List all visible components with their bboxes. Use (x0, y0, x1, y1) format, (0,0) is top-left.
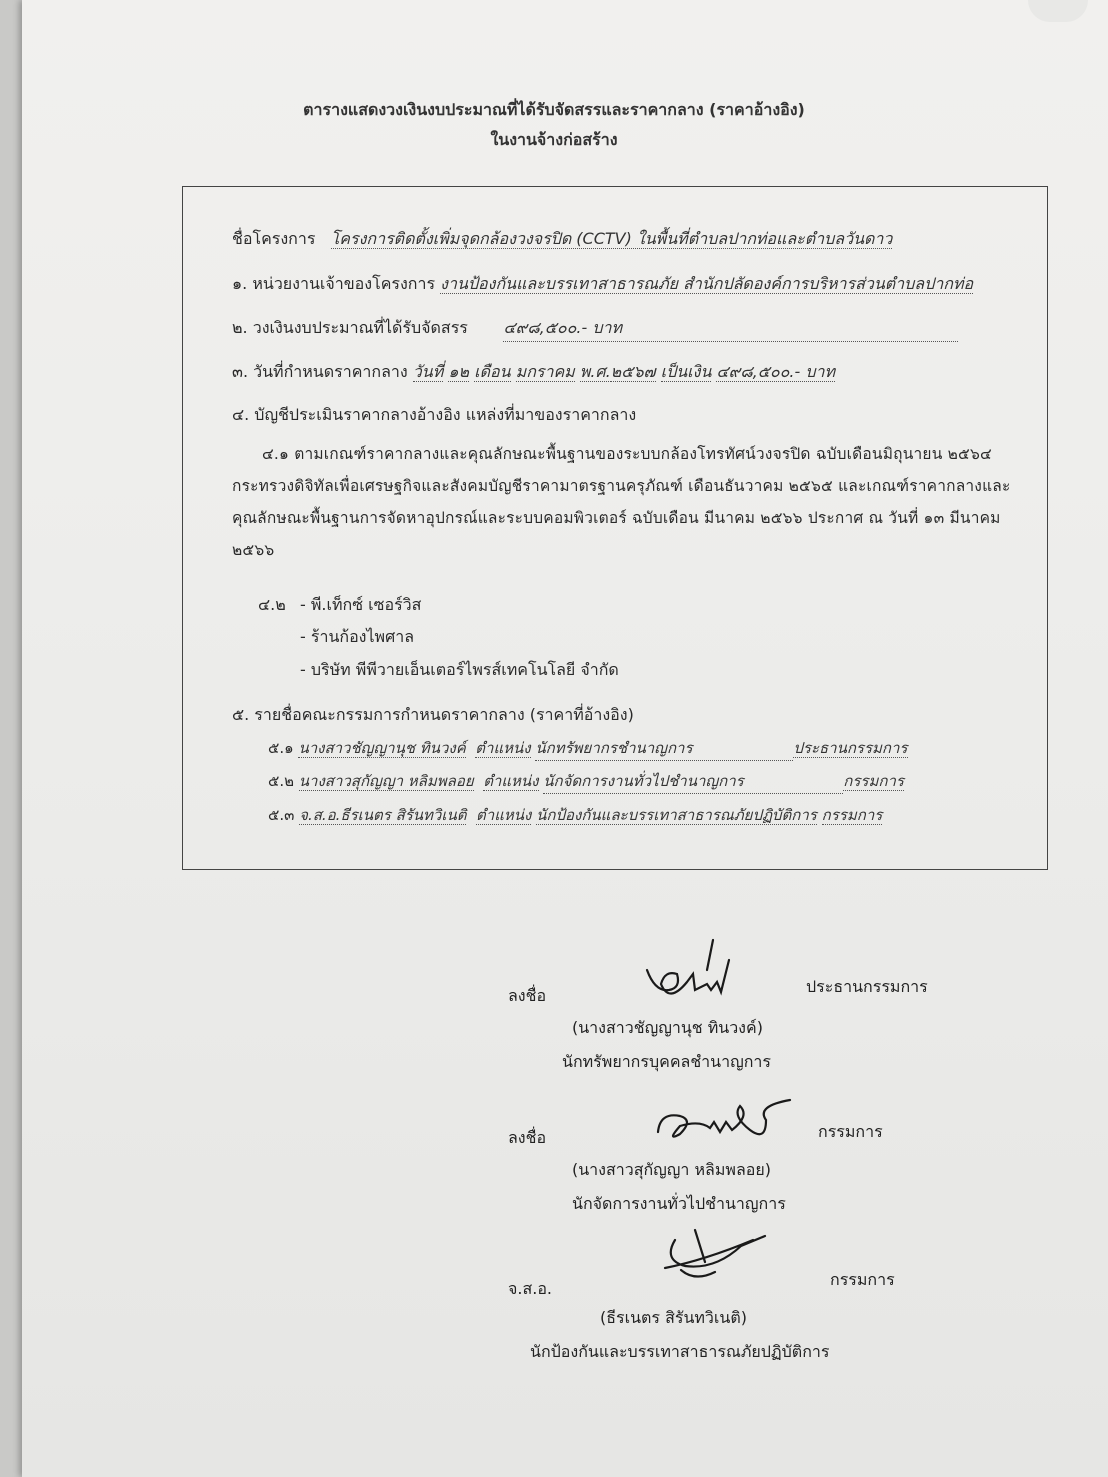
member-name: นางสาวสุกัญญา หลิมพลอย (298, 772, 474, 790)
signer-name: (ธีรเนตร สิรันทวิเนติ) (600, 1308, 747, 1327)
committee-member (268, 736, 908, 761)
amount-value: ๔๙๘,๕๐๐.- บาท (716, 362, 836, 381)
member-no: ๕.๒ (268, 772, 295, 790)
signer-name: (นางสาวชัญญานุช ทินวงค์) (572, 1018, 763, 1037)
year-value: ๒๕๖๗ (610, 362, 656, 381)
day-label: วันที่ (412, 362, 444, 381)
member-role: กรรมการ (843, 772, 904, 790)
signer-name: (นางสาวสุกัญญา หลิมพลอย) (572, 1160, 771, 1179)
member-no: ๕.๑ (268, 739, 294, 757)
member-name: นางสาวชัญญานุช ทินวงค์ (298, 739, 466, 757)
signer-position: นักทรัพยากรบุคคลชำนาญการ (562, 1052, 771, 1071)
year-label: พ.ศ. (579, 362, 611, 381)
member-position: นักจัดการงานทั่วไปชำนาญการ (543, 769, 843, 794)
budget-label: ๒. วงเงินงบประมาณที่ได้รับจัดสรร (232, 318, 468, 337)
signature-1-graphic (625, 930, 775, 1010)
owner-label: ๑. หน่วยงานเจ้าของโครงการ (232, 274, 436, 293)
month-label: เดือน (474, 362, 511, 381)
sign-role: กรรมการ (830, 1270, 895, 1289)
project-label: ชื่อโครงการ (232, 229, 316, 248)
document-subtitle: ในงานจ้างก่อสร้าง (490, 130, 618, 149)
project-value: โครงการติดตั้งเพิ่มจุดกล้องวงจรปิด (CCTV) ในพื้นที่ตำบลปากท่อและตำบลวันดาว (330, 229, 893, 248)
member-role: ประธานกรรมการ (793, 739, 908, 757)
day-value: ๑๒ (448, 362, 470, 381)
date-label: ๓. วันที่กำหนดราคากลาง (232, 362, 408, 381)
sign-role: กรรมการ (818, 1122, 883, 1141)
signer-position: นักป้องกันและบรรเทาสาธารณภัยปฏิบัติการ (530, 1342, 830, 1361)
amount-label: เป็นเงิน (660, 362, 712, 381)
paper-corner (1028, 0, 1088, 22)
member-pos-label: ตำแหน่ง (483, 772, 539, 790)
vendor-item: - พี.เท็กซ์ เซอร์วิส (300, 595, 422, 614)
owner-row (232, 272, 973, 297)
member-pos-label: ตำแหน่ง (476, 806, 532, 824)
member-position: นักทรัพยากรชำนาญการ (535, 736, 793, 761)
signature-2-graphic (640, 1086, 820, 1156)
sign-label: ลงชื่อ (508, 1128, 547, 1147)
sign-label: ลงชื่อ (508, 986, 547, 1005)
sign-role: ประธานกรรมการ (806, 977, 928, 996)
project-row (232, 227, 892, 252)
signer-position: นักจัดการงานทั่วไปชำนาญการ (572, 1194, 786, 1213)
signature-3-graphic (645, 1210, 785, 1290)
committee-member (268, 803, 882, 827)
member-pos-label: ตำแหน่ง (475, 739, 531, 757)
budget-row (232, 316, 958, 342)
vendor-item: - บริษัท พีพีวายเอ็นเตอร์ไพรส์เทคโนโลยี จำกัด (300, 660, 619, 679)
vendor-sublabel: ๔.๒ (258, 595, 286, 614)
vendor-item: - ร้านก้องไพศาล (300, 627, 415, 646)
date-row (232, 360, 835, 385)
month-value: มกราคม (515, 362, 575, 381)
reference-paragraph: ๔.๑ ตามเกณฑ์ราคากลางและคุณลักษณะพื้นฐานของระบบกล้องโทรทัศน์วงจรปิด ฉบับเดือนมิถุนายน ๒๕๖๔ กระทรวงดิจิทัลเพื่อเศรษฐกิจและสังคมบัญชีราคามาตรฐานครุภัณฑ์ เดือนธันวาคม ๒๕๖๕ และเกณฑ์ราคากลางและคุณลักษณะพื้นฐานการจัดหาอุปกรณ์และระบบคอมพิวเตอร์ ฉบับเดือน มีนาคม ๒๕๖๖ ประกาศ ณ วันที่ ๑๓ มีนาคม ๒๕๖๖ (232, 445, 1011, 559)
committee-member (268, 769, 904, 794)
sign-label: จ.ส.อ. (508, 1279, 553, 1298)
member-name: จ.ส.อ.ธีรเนตร สิรันทวิเนติ (299, 806, 467, 824)
reference-heading: ๔. บัญชีประเมินราคากลางอ้างอิง แหล่งที่มาของราคากลาง (232, 405, 637, 424)
budget-value: ๔๙๘,๕๐๐.- บาท (503, 316, 958, 342)
committee-heading: ๕. รายชื่อคณะกรรมการกำหนดราคากลาง (ราคาที่อ้างอิง) (232, 705, 634, 724)
member-role: กรรมการ (821, 806, 883, 824)
member-position: นักป้องกันและบรรเทาสาธารณภัยปฏิบัติการ (536, 806, 817, 824)
member-no: ๕.๓ (268, 806, 295, 824)
document-title: ตารางแสดงวงเงินงบประมาณที่ได้รับจัดสรรและราคากลาง (ราคาอ้างอิง) (303, 100, 805, 119)
owner-value: งานป้องกันและบรรเทาสาธารณภัย สำนักปลัดองค์การบริหารส่วนตำบลปากท่อ (440, 274, 974, 293)
